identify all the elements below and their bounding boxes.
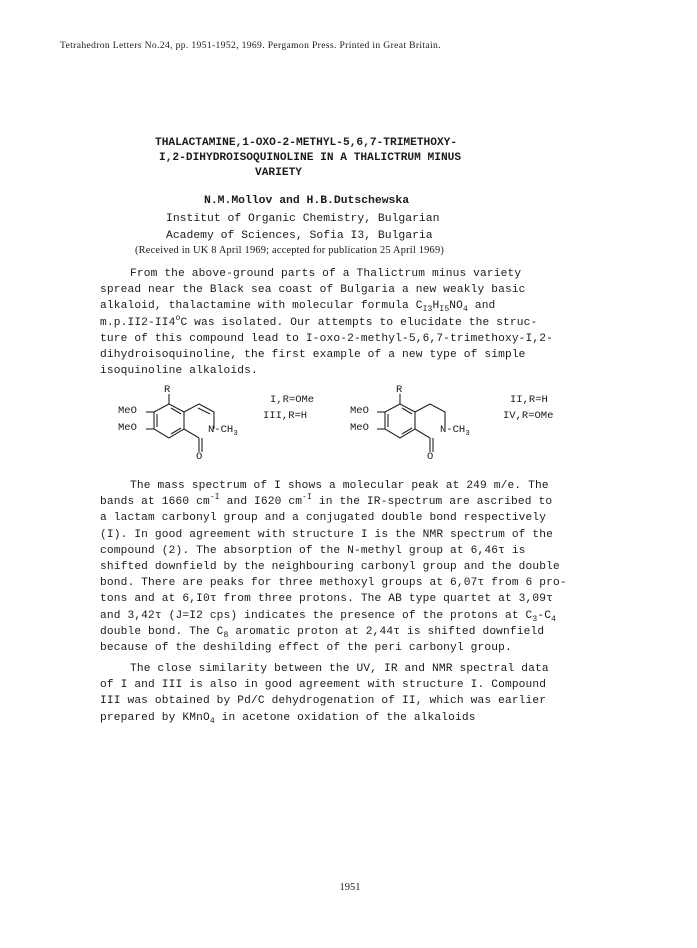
text-span: and 3,42τ (J=I2 cps) indicates the presence of the protons at C (100, 609, 533, 622)
structure-left-label-1: I,R=OMe (270, 394, 315, 406)
text-line-kmno4 (100, 710, 600, 726)
title-line-1: THALACTAMINE,1-OXO-2-METHYL-5,6,7-TRIMETHOXY- (155, 137, 458, 149)
structure-right-meo-1: MeO (350, 405, 369, 417)
text-line: tons and at 6,I0τ from three protons. The AB type quartet at 3,09τ (100, 593, 553, 606)
structure-right-rings (377, 394, 445, 452)
structure-right-nch3 (440, 424, 470, 438)
author-names: N.M.Mollov and H.B.Dutschewska (204, 195, 410, 207)
running-head: Tetrahedron Letters No.24, pp. 1951-1952, 1969. Pergamon Press. Printed in Great Britain. (60, 40, 441, 51)
text-line: a lactam carbonyl group and a conjugated double bond respectively (100, 512, 547, 525)
superscript: -I (302, 493, 313, 503)
text-span: H (432, 300, 440, 313)
text-line-ir (100, 494, 600, 510)
article-title (155, 136, 515, 181)
structure-left-meo-1: MeO (118, 405, 137, 417)
structure-left-nch3 (208, 424, 238, 438)
structure-right-o-label: O (427, 451, 434, 463)
subscript: 4 (209, 716, 215, 726)
text-line: compound (2). The absorption of the N-methyl group at 6,46τ is (100, 544, 526, 557)
subscript: 4 (551, 614, 557, 624)
received-dates: (Received in UK 8 April 1969; accepted for publication 25 April 1969) (135, 245, 444, 256)
structure-right-label-2: IV,R=OMe (503, 410, 554, 422)
superscript: -I (209, 493, 220, 503)
superscript: o (175, 313, 181, 323)
text-span: and (467, 300, 496, 313)
structure-left-label-2: III,R=H (263, 410, 308, 422)
text-span: and I620 cm (219, 496, 303, 509)
text-line: because of the deshilding effect of the peri carbonyl group. (100, 642, 512, 655)
paragraph-intro (100, 266, 600, 379)
benzene-ring-right (385, 404, 415, 438)
author-block (150, 193, 550, 246)
subscript: 8 (223, 630, 229, 640)
text-line: III was obtained by Pd/C dehydrogenation of II, which was earlier (100, 695, 547, 708)
text-line-mp (100, 315, 600, 331)
subscript: 3 (532, 614, 538, 624)
structure-left-rings (146, 394, 214, 452)
nch-text: N-CH (440, 424, 466, 436)
author-institute: Institut of Organic Chemistry, Bulgarian (166, 212, 440, 225)
structure-left-r-label: R (164, 384, 171, 396)
benzene-ring-left (154, 404, 184, 438)
text-line: spread near the Black sea coast of Bulgaria a new weakly basic (100, 284, 526, 297)
subscript: 3 (465, 430, 470, 438)
title-line-3: VARIETY (255, 167, 302, 179)
text-line: bond. There are peaks for three methoxyl groups at 6,07τ from 6 pro- (100, 577, 567, 590)
aromatic-double-bond (171, 408, 181, 414)
text-line: The mass spectrum of I shows a molecular peak at 249 m/e. The (130, 480, 549, 492)
subscript: I3 (422, 305, 433, 315)
paragraph-comparison (100, 661, 600, 726)
text-line: ture of this compound lead to I-oxo-2-methyl-5,6,7-trimethoxy-I,2- (100, 332, 553, 345)
subscript: 4 (463, 305, 468, 315)
structure-left-meo-2: MeO (118, 422, 137, 434)
structure-left-o-label: O (196, 451, 203, 463)
tetrahydro-ring-lower (415, 429, 430, 438)
structure-right-r-label: R (396, 384, 403, 396)
text-line: shifted downfield by the neighbouring carbonyl group and the double (100, 561, 560, 574)
text-span: in acetone oxidation of the alkaloids (214, 711, 476, 724)
page-number: 1951 (339, 882, 361, 893)
text-span: C was isolated. Our attempts to elucidate the struc- (180, 316, 538, 329)
text-span: prepared by KMnO (100, 711, 210, 724)
text-span: aromatic proton at 2,44τ is shifted downfield (228, 625, 545, 638)
text-span: -C (537, 609, 552, 622)
text-span: in the IR-spectrum are ascribed to (312, 496, 553, 509)
title-line-2: I,2-DIHYDROISOQUINOLINE IN A THALICTRUM MINUS (159, 152, 462, 164)
aromatic-double-bond (171, 428, 181, 434)
chemical-structures-figure (100, 384, 600, 475)
paragraph-spectra (100, 478, 600, 656)
text-line-c8 (100, 624, 600, 640)
structure-right-meo-2: MeO (350, 422, 369, 434)
text-span: double bond. The C (100, 625, 224, 638)
text-line: The close similarity between the UV, IR and NMR spectral data (130, 663, 549, 675)
text-line: of I and III is also in good agreement with structure I. Compound (100, 679, 547, 692)
nch-text: N-CH (208, 424, 234, 436)
text-line-formula (100, 298, 600, 314)
text-span: NO (449, 300, 464, 313)
text-line-c3c4 (100, 608, 600, 624)
aromatic-double-bond (402, 408, 412, 414)
text-span: m.p.II2-II4 (100, 316, 176, 329)
subscript: 3 (233, 430, 238, 438)
structure-right-label-1: II,R=H (510, 394, 548, 406)
text-span: bands at 1660 cm (100, 496, 210, 509)
text-line: From the above-ground parts of a Thalictrum minus variety (130, 268, 522, 280)
text-line: (I). In good agreement with structure I is the NMR spectrum of the (100, 528, 553, 541)
author-academy: Academy of Sciences, Sofia I3, Bulgaria (166, 230, 433, 242)
lactam-ring-lower-left (184, 429, 199, 438)
text-line: isoquinoline alkaloids. (100, 365, 258, 378)
aromatic-double-bond (402, 428, 412, 434)
text-span: alkaloid, thalactamine with molecular formula C (100, 300, 423, 313)
subscript: I5 (439, 305, 450, 315)
text-line: dihydroisoquinoline, the first example of a new type of simple (100, 349, 526, 362)
